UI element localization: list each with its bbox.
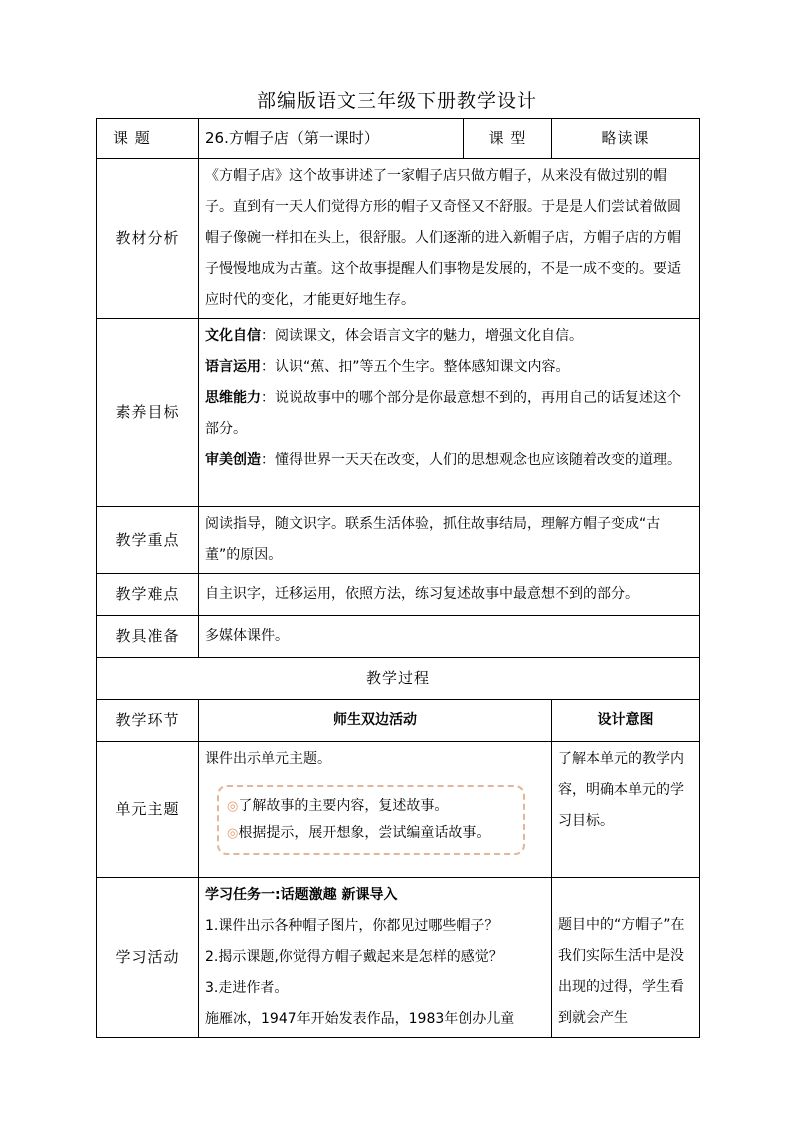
unit-theme-row: [97, 742, 700, 878]
literacy-goals-content: [199, 319, 700, 507]
materials-text: 多媒体课件。: [199, 616, 700, 658]
unit-theme-label: 单元主题: [97, 742, 199, 878]
process-header-row: [97, 658, 700, 700]
textbook-analysis-row: [97, 159, 700, 319]
activity-line: 2.揭示课题,你觉得方帽子戴起来是怎样的感觉？: [205, 949, 503, 965]
literacy-goals-label: 素养目标: [97, 319, 199, 507]
goal-item: 文化自信：阅读课文，体会语言文字的魅力，增强文化自信。: [205, 328, 583, 344]
materials-row: [97, 616, 700, 658]
difficulties-label: 教学难点: [97, 574, 199, 616]
ring-bullet-icon: ◎: [227, 826, 239, 841]
literacy-goals-row: [97, 319, 700, 507]
activity-column-header: 师生双边活动: [199, 700, 552, 742]
document-title: 部编版语文三年级下册教学设计: [256, 90, 537, 112]
key-points-row: [97, 507, 700, 574]
unit-theme-activity: [199, 742, 552, 878]
key-points-label: 教学重点: [97, 507, 199, 574]
stage-column-header: 教学环节: [97, 700, 199, 742]
difficulties-text: 自主识字，迁移运用，依照方法，练习复述故事中最意想不到的部分。: [199, 574, 700, 616]
learning-activity-content: [199, 878, 552, 1038]
textbook-analysis-text: 《方帽子店》这个故事讲述了一家帽子店只做方帽子，从来没有做过别的帽子。直到有一天人们觉得方形的帽子又奇怪又不舒服。于是是人们尝试着做圆帽子像碗一样扣在头上，很舒服。人们逐渐的进入新帽子店，方帽子店的方帽子慢慢地成为古董。这个故事提醒人们事物是发展的，不是一成不变的。要适应时代的变化，才能更好地生存。: [199, 159, 700, 319]
activity-line: 3.走进作者。: [205, 980, 289, 996]
unit-theme-intro: 课件出示单元主题。: [205, 751, 331, 767]
ring-bullet-icon: ◎: [227, 799, 239, 814]
topic-label: 课 题: [113, 129, 151, 147]
materials-label: 教具准备: [97, 616, 199, 658]
learning-intent-text: 题目中的“方帽子”在我们实际生活中是没出现的过得，学生看到就会产生: [558, 917, 685, 1026]
intent-column-header: 设计意图: [552, 700, 700, 742]
learning-activity-row: [97, 878, 700, 1038]
learning-activity-label: 学习活动: [97, 878, 199, 1038]
task-title: 学习任务一:话题激趣 新课导入: [205, 887, 398, 903]
unit-goal-item: ◎根据提示，展开想象，尝试编童话故事。: [227, 825, 491, 841]
goal-item: 语言运用：认识“蕉、扣”等五个生字。整体感知课文内容。: [205, 359, 570, 375]
topic-label-cell: [97, 119, 199, 159]
process-header: 教学过程: [97, 658, 700, 700]
difficulties-row: [97, 574, 700, 616]
activity-line: 施雁冰，1947年开始发表作品，1983年创办儿童: [205, 1011, 515, 1027]
type-value: 略读课: [552, 119, 700, 159]
textbook-analysis-label: 教材分析: [97, 159, 199, 319]
goal-item: 审美创造：懂得世界一天天在改变，人们的思想观念也应该随着改变的道理。: [205, 452, 681, 468]
header-row: [97, 119, 700, 159]
lesson-plan-table: [96, 118, 700, 1038]
goal-item: 思维能力：说说故事中的哪个部分是你最意想不到的，再用自己的话复述这个部分。: [205, 390, 681, 437]
learning-activity-intent: [552, 878, 700, 1038]
process-columns-row: [97, 700, 700, 742]
key-points-text: 阅读指导，随文识字。联系生活体验，抓住故事结局，理解方帽子变成“古董”的原因。: [199, 507, 700, 574]
type-label: 课 型: [464, 119, 552, 159]
topic-value: 26.方帽子店（第一课时）: [199, 119, 464, 159]
unit-theme-intent: 了解本单元的教学内容，明确本单元的学习目标。: [552, 742, 700, 878]
unit-goals-box: [217, 785, 525, 855]
activity-line: 1.课件出示各种帽子图片，你都见过哪些帽子？: [205, 918, 499, 934]
unit-goal-item: ◎了解故事的主要内容，复述故事。: [227, 798, 449, 814]
